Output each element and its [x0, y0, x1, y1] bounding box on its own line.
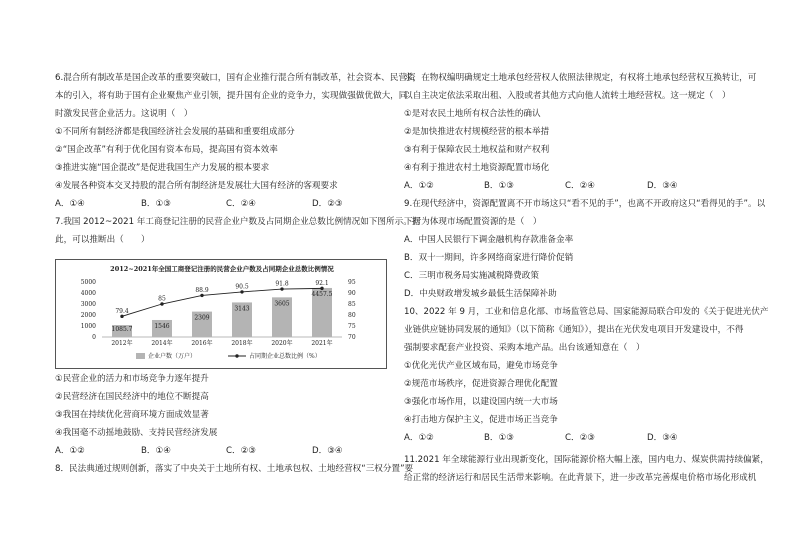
legend-line-label: 占同期企业总数比例（%） — [249, 353, 321, 360]
y-left-tick-label: 5000 — [80, 279, 96, 287]
y-right-tick-label: 80 — [348, 312, 356, 320]
y-left-tick-label: 2000 — [80, 312, 96, 320]
q9-option-c: C．三明市税务局实施减税降费政策 — [404, 271, 539, 281]
q10-choice-b: B．①③ — [484, 433, 514, 443]
bar-data-label: 3143 — [234, 305, 250, 313]
q11-stem-line-1: 11.2021 年全球能源行业出现新变化，国际能源价格大幅上涨，国内电力、煤炭供需持续偏紧， — [404, 455, 769, 465]
x-tick-label: 2014年 — [151, 340, 173, 347]
line-data-label: 88.9 — [195, 286, 209, 294]
legend-bar-swatch — [136, 353, 145, 359]
line-data-label: 92.1 — [315, 279, 329, 287]
line-point — [160, 302, 163, 305]
q10-stem-line-2: 业链供应链协同发展的通知》（以下简称《通知》），提出在光伏发电项目开发建设中，不得 — [404, 325, 744, 335]
q7-stem-line-2: 此，可以推断出（ ） — [55, 235, 150, 245]
q8-cont-line-1: 求，在物权编明确规定土地承包经营权人依照法律规定，有权将土地承包经营权互换转让，可 — [404, 73, 757, 83]
line-point — [120, 315, 123, 318]
y-right-tick-label: 85 — [348, 301, 356, 309]
y-right-tick-label: 95 — [348, 279, 356, 287]
q9-option-d: D．中央财政增发城乡最低生活保障补助 — [404, 289, 557, 299]
q10-option-4: ④打击地方保护主义，促进市场正当竞争 — [404, 415, 558, 425]
bar-data-label: 2309 — [194, 314, 210, 322]
q8-option-4: ④有利于推进农村土地资源配置市场化 — [404, 163, 550, 173]
y-left-tick-label: 3000 — [80, 301, 96, 309]
q7-option-2: ②民营经济在国民经济中的地位不断提高 — [55, 392, 209, 402]
chart-title: 2012~2021年全国工商登记注册的民营企业户数及占同期企业总数比例情况 — [110, 265, 334, 273]
q9-stem-line-2: 下行为体现市场配置资源的是（ ） — [404, 217, 542, 227]
q6-stem-line-1: 6.混合所有制改革是国企改革的重要突破口，国有企业推行混合所有制改革，社会资本、民营资 — [55, 73, 416, 83]
q6-choice-a: A．①④ — [55, 199, 85, 209]
y-right-tick-label: 75 — [348, 323, 356, 331]
q6-option-1: ①不同所有制经济都是我国经济社会发展的基础和重要组成部分 — [55, 127, 295, 137]
y-left-tick-label: 1000 — [80, 323, 96, 331]
y-left-tick-label: 4000 — [80, 290, 96, 298]
x-tick-label: 2020年 — [271, 340, 293, 347]
q8-stem-line-1: 8．民法典通过规则创新，落实了中央关于土地所有权、土地承包权、土地经营权“三权分置”要 — [55, 464, 414, 474]
q8-choice-b: B．①③ — [484, 181, 514, 191]
q8-choice-a: A．①② — [404, 181, 434, 191]
line-point — [200, 294, 203, 297]
bar-data-label: 4457.5 — [311, 290, 333, 298]
q7-choice-c: C．②③ — [226, 446, 257, 456]
q7-choice-d: D．③④ — [312, 446, 343, 456]
q7-stem-line-1: 7.我国 2012~2021 年工商登记注册的民营企业户数及占同期企业总数比例情况如下图所示。据 — [55, 217, 421, 227]
y-right-tick-label: 90 — [348, 290, 356, 298]
q8-option-1: ①是对农民土地所有权合法性的确认 — [404, 109, 541, 119]
q9-option-b: B．双十一期间，许多网络商家进行降价促销 — [404, 253, 574, 263]
x-tick-label: 2016年 — [191, 340, 213, 347]
q10-choice-c: C．②③ — [565, 433, 596, 443]
line-data-label: 90.5 — [235, 283, 249, 291]
q10-stem-line-1: 10、2022 年 9 月，工业和信息化部、市场监管总局、国家能源局联合印发的《关于促进光伏产 — [404, 307, 769, 317]
q6-option-4: ④发展各种资本交叉持股的混合所有制经济是发展壮大国有经济的客观要求 — [55, 181, 338, 191]
line-data-label: 91.8 — [275, 280, 289, 288]
q10-option-1: ①优化光伏产业区域布局，避免市场竞争 — [404, 361, 558, 371]
x-tick-label: 2021年 — [311, 340, 333, 347]
q7-choice-a: A．①② — [55, 446, 85, 456]
q7-option-4: ④我国毫不动摇地鼓励、支持民营经济发展 — [55, 428, 218, 438]
q6-option-2: ②“国企改革”有利于优化国有资本布局，提高国有资本效率 — [55, 145, 278, 155]
q6-option-3: ③推进实施“国企混改”是促进我国生产力发展的根本要求 — [55, 163, 270, 173]
q8-option-3: ③有利于保障农民土地权益和财产权利 — [404, 145, 550, 155]
q10-stem-line-3: 强制要求配套产业投资、采购本地产品。出台该通知意在（ ） — [404, 343, 645, 353]
bar-data-label: 3605 — [274, 300, 290, 308]
legend-line-marker — [235, 354, 238, 357]
line-data-label: 85 — [158, 295, 166, 303]
line-data-label: 79.4 — [115, 307, 129, 315]
q6-choice-c: C．②④ — [226, 199, 257, 209]
q8-option-2: ②是加快推进农村规模经营的根本举措 — [404, 127, 550, 137]
q9-stem-line-1: 9.在现代经济中，资源配置离不开市场这只“看不见的手”，也离不开政府这只“看得见的手”。以 — [404, 199, 766, 209]
q6-choice-b: B．①③ — [141, 199, 171, 209]
line-point — [240, 290, 243, 293]
bar-data-label: 1546 — [154, 322, 170, 330]
q10-option-3: ③强化市场作用，以建设国内统一大市场 — [404, 397, 558, 407]
chart-svg — [56, 260, 388, 370]
y-right-tick-label: 70 — [348, 334, 356, 342]
y-left-tick-label: 0 — [92, 334, 96, 342]
enterprise-chart — [55, 259, 387, 369]
q10-choice-d: D．③④ — [647, 433, 678, 443]
line-point — [280, 287, 283, 290]
q7-option-1: ①民营企业的活力和市场竞争力逐年提升 — [55, 374, 209, 384]
q7-choice-b: B．①④ — [141, 446, 171, 456]
q8-choice-c: C．②④ — [565, 181, 596, 191]
x-tick-label: 2018年 — [231, 340, 253, 347]
q8-choice-d: D．③④ — [647, 181, 678, 191]
q10-choice-a: A．①② — [404, 433, 434, 443]
q6-stem-line-3: 时激发民营企业活力。这说明（ ） — [55, 109, 193, 119]
legend-bar-label: 企业户数（万户） — [148, 353, 197, 360]
q9-option-a: A．中国人民银行下调金融机构存款准备金率 — [404, 235, 574, 245]
q10-option-2: ②规范市场秩序，促进资源合理优化配置 — [404, 379, 558, 389]
q11-stem-line-2: 给正常的经济运行和居民生活带来影响。在此背景下，进一步改革完善煤电价格市场化形成机 — [404, 473, 757, 483]
q6-choice-d: D．②③ — [312, 199, 343, 209]
line-point — [320, 287, 323, 290]
q8-cont-line-2: 以自主决定依法采取出租、入股或者其他方式向他人流转土地经营权。这一规定（ ） — [404, 91, 731, 101]
q7-option-3: ③我国在持续优化营商环境方面成效显著 — [55, 410, 209, 420]
x-tick-label: 2012年 — [111, 340, 133, 347]
bar-data-label: 1085.7 — [111, 326, 133, 334]
q6-stem-line-2: 本的引入，将有助于国有企业聚焦产业引领，提升国有企业的竞争力，实现做强做优做大，同 — [55, 91, 408, 101]
